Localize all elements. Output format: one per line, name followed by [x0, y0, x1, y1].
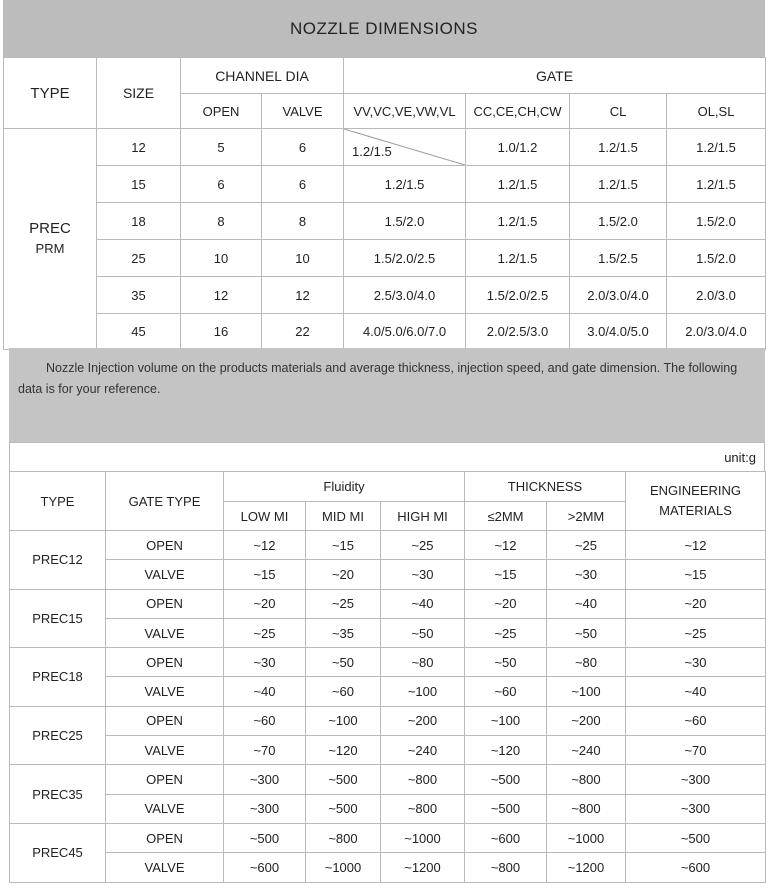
engineering-cell: ~500 — [626, 823, 766, 852]
header-type: TYPE — [4, 58, 97, 129]
header-materials: MATERIALS — [659, 503, 732, 518]
gate-cell: 2.0/3.0 — [667, 277, 766, 314]
engineering-cell: ~12 — [626, 531, 766, 560]
mid-mi-cell: ~800 — [306, 823, 381, 852]
gt2mm-cell: ~100 — [547, 677, 626, 706]
le2mm-cell: ~120 — [465, 736, 547, 765]
engineering-cell: ~300 — [626, 794, 766, 823]
note-line-2: data is for your reference. — [18, 382, 161, 396]
mid-mi-cell: ~100 — [306, 706, 381, 735]
table-row — [4, 314, 766, 350]
gate-cell: 1.5/2.0/2.5 — [344, 240, 466, 277]
table-row — [4, 166, 766, 203]
engineering-cell: ~600 — [626, 853, 766, 882]
gate-cell: 1.5/2.0 — [344, 203, 466, 240]
header-high-mi: HIGH MI — [381, 502, 465, 531]
gt2mm-cell: ~1000 — [547, 823, 626, 852]
low-mi-cell: ~500 — [224, 823, 306, 852]
type-main-label: PREC — [29, 220, 71, 237]
gt2mm-cell: ~80 — [547, 648, 626, 677]
mid-mi-cell: ~60 — [306, 677, 381, 706]
header-low-mi: LOW MI — [224, 502, 306, 531]
high-mi-cell: ~100 — [381, 677, 465, 706]
note-line-1: Nozzle Injection volume on the products materials and average thickness, injection speed, and gate dimension. The following — [46, 361, 738, 375]
table-row — [10, 531, 766, 560]
volume-table-body — [10, 531, 766, 883]
gate-cell: 2.5/3.0/4.0 — [344, 277, 466, 314]
mid-mi-cell: ~25 — [306, 589, 381, 618]
header-mid-mi: MID MI — [306, 502, 381, 531]
gt2mm-cell: ~240 — [547, 736, 626, 765]
gate-cell-diagonal — [344, 129, 466, 166]
engineering-cell: ~15 — [626, 560, 766, 589]
gate-type-cell: OPEN — [106, 531, 224, 560]
gate-type-cell: OPEN — [106, 706, 224, 735]
le2mm-cell: ~600 — [465, 823, 547, 852]
low-mi-cell: ~300 — [224, 794, 306, 823]
header-gate-col: CL — [570, 94, 667, 129]
gt2mm-cell: ~30 — [547, 560, 626, 589]
header-fluidity: Fluidity — [224, 472, 465, 502]
type-cell: PREC45 — [10, 823, 106, 882]
le2mm-cell: ~15 — [465, 560, 547, 589]
open-cell: 16 — [181, 314, 262, 350]
table-row — [4, 129, 766, 166]
engineering-cell: ~300 — [626, 765, 766, 794]
le2mm-cell: ~800 — [465, 853, 547, 882]
low-mi-cell: ~12 — [224, 531, 306, 560]
high-mi-cell: ~30 — [381, 560, 465, 589]
le2mm-cell: ~500 — [465, 794, 547, 823]
gt2mm-cell: ~200 — [547, 706, 626, 735]
table-row — [10, 589, 766, 618]
le2mm-cell: ~12 — [465, 531, 547, 560]
valve-cell: 12 — [262, 277, 344, 314]
table-row — [10, 853, 766, 882]
gt2mm-cell: ~25 — [547, 531, 626, 560]
type-cell: PREC35 — [10, 765, 106, 824]
type-sub-label: PRM — [35, 241, 65, 256]
table-row — [10, 618, 766, 647]
table-row — [10, 736, 766, 765]
type-cell — [4, 129, 97, 350]
high-mi-cell: ~80 — [381, 648, 465, 677]
mid-mi-cell: ~20 — [306, 560, 381, 589]
low-mi-cell: ~300 — [224, 765, 306, 794]
engineering-cell: ~30 — [626, 648, 766, 677]
size-cell: 45 — [97, 314, 181, 350]
gate-cell: 1.2/1.5 — [667, 129, 766, 166]
open-cell: 8 — [181, 203, 262, 240]
valve-cell: 10 — [262, 240, 344, 277]
type-cell: PREC25 — [10, 706, 106, 765]
gate-type-cell: VALVE — [106, 853, 224, 882]
nozzle-dimensions-table — [3, 57, 766, 350]
engineering-cell: ~40 — [626, 677, 766, 706]
type-cell: PREC15 — [10, 589, 106, 648]
header-gate-col: CC,CE,CH,CW — [466, 94, 570, 129]
header-gate-col: OL,SL — [667, 94, 766, 129]
engineering-cell: ~70 — [626, 736, 766, 765]
low-mi-cell: ~15 — [224, 560, 306, 589]
le2mm-cell: ~25 — [465, 618, 547, 647]
header-engineering: ENGINEERING — [649, 483, 741, 498]
valve-cell: 22 — [262, 314, 344, 350]
size-cell: 12 — [97, 129, 181, 166]
page-title: NOZZLE DIMENSIONS — [3, 0, 765, 57]
table-row — [10, 677, 766, 706]
valve-cell: 6 — [262, 166, 344, 203]
mid-mi-cell: ~50 — [306, 648, 381, 677]
low-mi-cell: ~20 — [224, 589, 306, 618]
high-mi-cell: ~50 — [381, 618, 465, 647]
low-mi-cell: ~60 — [224, 706, 306, 735]
gate-type-cell: VALVE — [106, 560, 224, 589]
le2mm-cell: ~20 — [465, 589, 547, 618]
gate-cell: 1.0/1.2 — [466, 129, 570, 166]
valve-cell: 8 — [262, 203, 344, 240]
low-mi-cell: ~70 — [224, 736, 306, 765]
unit-label: unit:g — [9, 442, 765, 471]
gate-type-cell: VALVE — [106, 736, 224, 765]
size-cell: 15 — [97, 166, 181, 203]
table-row — [4, 240, 766, 277]
table-row — [10, 794, 766, 823]
header-type: TYPE — [10, 472, 106, 531]
gate-type-cell: OPEN — [106, 765, 224, 794]
type-cell: PREC12 — [10, 531, 106, 590]
gate-cell: 2.0/3.0/4.0 — [667, 314, 766, 350]
gate-cell: 1.5/2.0/2.5 — [466, 277, 570, 314]
engineering-cell: ~60 — [626, 706, 766, 735]
mid-mi-cell: ~35 — [306, 618, 381, 647]
le2mm-cell: ~500 — [465, 765, 547, 794]
type-cell: PREC18 — [10, 648, 106, 707]
engineering-cell: ~20 — [626, 589, 766, 618]
gate-cell: 1.2/1.5 — [466, 203, 570, 240]
header-gate-col: VV,VC,VE,VW,VL — [344, 94, 466, 129]
mid-mi-cell: ~500 — [306, 765, 381, 794]
table-row — [10, 560, 766, 589]
header-gate-type: GATE TYPE — [106, 472, 224, 531]
gate-cell: 1.5/2.0 — [667, 240, 766, 277]
size-cell: 25 — [97, 240, 181, 277]
gate-cell: 1.2/1.5 — [570, 129, 667, 166]
gate-cell: 1.5/2.0 — [667, 203, 766, 240]
gate-cell: 1.2/1.5 — [466, 240, 570, 277]
high-mi-cell: ~40 — [381, 589, 465, 618]
le2mm-cell: ~60 — [465, 677, 547, 706]
table-row — [10, 706, 766, 735]
gate-cell: 1.2/1.5 — [344, 166, 466, 203]
table-row — [10, 765, 766, 794]
reference-note — [9, 348, 765, 442]
gate-cell: 3.0/4.0/5.0 — [570, 314, 667, 350]
gt2mm-cell: ~40 — [547, 589, 626, 618]
le2mm-cell: ~50 — [465, 648, 547, 677]
gate-cell-text: 1.2/1.5 — [352, 144, 392, 159]
header-channel-dia: CHANNEL DIA — [181, 58, 344, 94]
header-engineering-materials — [626, 472, 766, 531]
mid-mi-cell: ~1000 — [306, 853, 381, 882]
valve-cell: 6 — [262, 129, 344, 166]
table-row — [10, 823, 766, 852]
gate-cell: 1.2/1.5 — [667, 166, 766, 203]
gate-cell: 1.5/2.5 — [570, 240, 667, 277]
header-open: OPEN — [181, 94, 262, 129]
table-row — [4, 203, 766, 240]
gate-type-cell: VALVE — [106, 677, 224, 706]
size-cell: 35 — [97, 277, 181, 314]
high-mi-cell: ~200 — [381, 706, 465, 735]
header-thickness: THICKNESS — [465, 472, 626, 502]
engineering-cell: ~25 — [626, 618, 766, 647]
gt2mm-cell: ~800 — [547, 794, 626, 823]
gate-type-cell: OPEN — [106, 589, 224, 618]
header-valve: VALVE — [262, 94, 344, 129]
high-mi-cell: ~1000 — [381, 823, 465, 852]
gt2mm-cell: ~50 — [547, 618, 626, 647]
gt2mm-cell: ~1200 — [547, 853, 626, 882]
header-size: SIZE — [97, 58, 181, 129]
header-gt2mm: >2MM — [547, 502, 626, 531]
open-cell: 10 — [181, 240, 262, 277]
open-cell: 6 — [181, 166, 262, 203]
size-cell: 18 — [97, 203, 181, 240]
gate-cell: 1.2/1.5 — [466, 166, 570, 203]
open-cell: 12 — [181, 277, 262, 314]
low-mi-cell: ~25 — [224, 618, 306, 647]
high-mi-cell: ~240 — [381, 736, 465, 765]
high-mi-cell: ~25 — [381, 531, 465, 560]
high-mi-cell: ~800 — [381, 794, 465, 823]
high-mi-cell: ~1200 — [381, 853, 465, 882]
mid-mi-cell: ~120 — [306, 736, 381, 765]
mid-mi-cell: ~15 — [306, 531, 381, 560]
table-row — [10, 648, 766, 677]
le2mm-cell: ~100 — [465, 706, 547, 735]
open-cell: 5 — [181, 129, 262, 166]
gate-cell: 1.5/2.0 — [570, 203, 667, 240]
gate-type-cell: OPEN — [106, 823, 224, 852]
mid-mi-cell: ~500 — [306, 794, 381, 823]
low-mi-cell: ~30 — [224, 648, 306, 677]
gate-cell: 1.2/1.5 — [570, 166, 667, 203]
low-mi-cell: ~40 — [224, 677, 306, 706]
gate-cell: 2.0/3.0/4.0 — [570, 277, 667, 314]
low-mi-cell: ~600 — [224, 853, 306, 882]
gate-type-cell: OPEN — [106, 648, 224, 677]
gate-cell: 2.0/2.5/3.0 — [466, 314, 570, 350]
header-le2mm: ≤2MM — [465, 502, 547, 531]
gate-type-cell: VALVE — [106, 618, 224, 647]
injection-volume-table — [9, 471, 766, 883]
high-mi-cell: ~800 — [381, 765, 465, 794]
table-row — [4, 277, 766, 314]
header-gate: GATE — [344, 58, 766, 94]
gate-cell: 4.0/5.0/6.0/7.0 — [344, 314, 466, 350]
gt2mm-cell: ~800 — [547, 765, 626, 794]
gate-type-cell: VALVE — [106, 794, 224, 823]
